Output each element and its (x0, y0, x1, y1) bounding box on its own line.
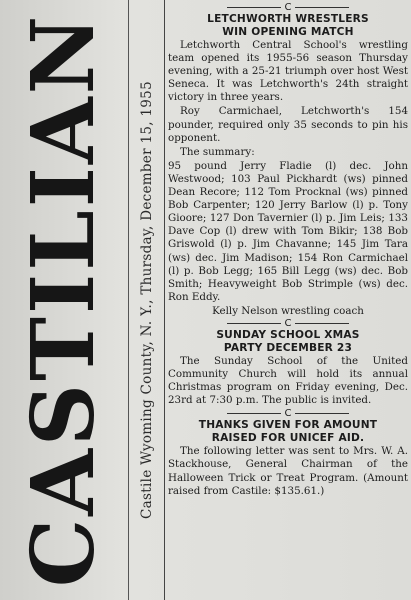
section-separator: C (168, 2, 408, 13)
article-column (168, 2, 408, 600)
paragraph: Letchworth Central School's wrestling team opened its 1955-56 season Thursday evening, with a 25-21 triumph over host West Seneca. It was Letchworth's 24th straight victory in three years. (168, 39, 408, 104)
signoff: Kelly Nelson wrestling coach (212, 304, 364, 317)
paragraph: The summary: (180, 145, 255, 158)
masthead-title: CASTILIAN (13, 12, 114, 588)
headline: WIN OPENING MATCH (222, 26, 354, 38)
section-separator: C (168, 408, 408, 419)
paragraph: Roy Carmichael, Letchworth's 154 pounder, required only 35 seconds to pin his opponent. (168, 105, 408, 144)
column-divider (164, 0, 165, 600)
headline: SUNDAY SCHOOL XMAS (216, 328, 360, 341)
article-wrestlers (168, 13, 408, 318)
headline: LETCHWORTH WRESTLERS (207, 13, 369, 25)
section-separator: C (168, 318, 408, 329)
dateline: Castile Wyoming County, N. Y., Thursday, December 15, 1955 (139, 81, 155, 519)
match-summary: 95 pound Jerry Fladie (l) dec. John Westwood; 103 Paul Pickhardt (ws) pinned Dean Recore; 112 Tom Procknal (ws) pinned Bob Carpenter; 120 Jerry Barlow (l) p. Tony Gioore; 127 Don Tavernier (l) p. Jim Leis; 133 Dave Cop (l) drew with Tom Bikir; 138 Bob Griswold (l) p. Jim Chavanne; 145 Jim Tara (ws) dec. Jim Madison; 154 Ron Carmichael (l) p. Bob Legg; 165 Bill Legg (ws) dec. Bob Smith; Heavyweight Bob Strimple (ws) dec. Ron Eddy. (168, 159, 408, 303)
paragraph: The Sunday School of the United Community Church will hold its annual Christmas program on Friday evening, Dec. 23rd at 7:30 p.m. The public is invited. (168, 354, 408, 407)
headline: RAISED FOR UNICEF AID. (211, 432, 365, 445)
column-divider (128, 0, 129, 600)
masthead (0, 0, 128, 600)
headline: THANKS GIVEN FOR AMOUNT (198, 419, 378, 432)
headline: PARTY DECEMBER 23 (223, 341, 353, 354)
paragraph: The following letter was sent to Mrs. W. A. Stackhouse, General Chairman of the Halloween Trick or Treat Program. (Amount raised from Castile: $135.61.) (168, 445, 408, 497)
article-unicef (168, 419, 408, 497)
article-sunday-school (168, 329, 408, 407)
